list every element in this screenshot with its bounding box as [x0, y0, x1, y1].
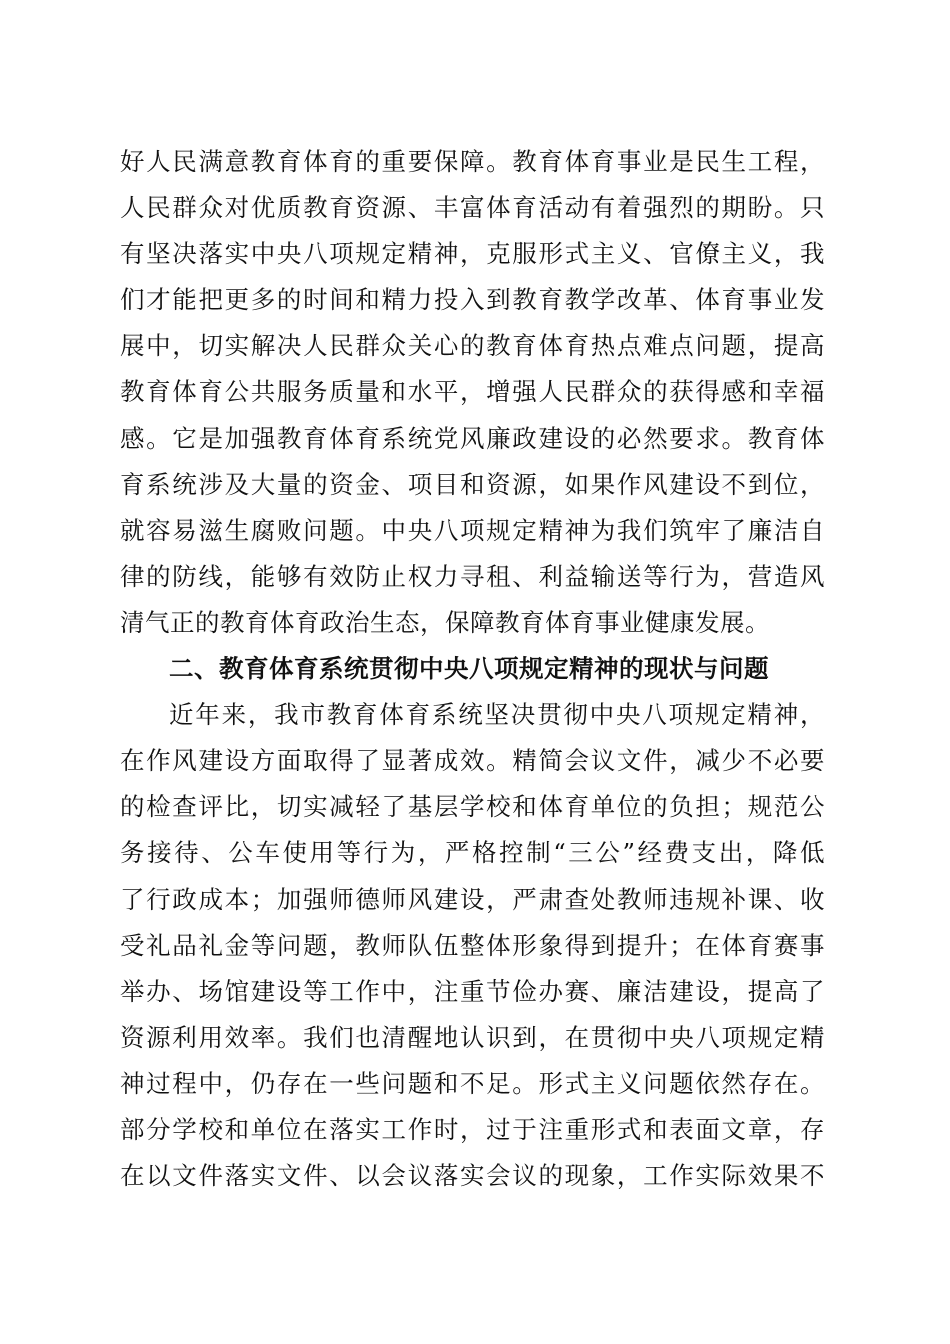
paragraph-line: 有坚决落实中央八项规定精神，克服形式主义、官僚主义，我	[120, 239, 825, 269]
paragraph-line: 感。它是加强教育体育系统党风廉政建设的必然要求。教育体	[120, 423, 825, 453]
paragraph-line: 的检查评比，切实减轻了基层学校和体育单位的负担；规范公	[120, 792, 825, 822]
paragraph-line: 受礼品礼金等问题，教师队伍整体形象得到提升；在体育赛事	[120, 930, 825, 960]
paragraph-line: 展中，切实解决人民群众关心的教育体育热点难点问题，提高	[120, 331, 825, 361]
paragraph-line: 人民群众对优质教育资源、丰富体育活动有着强烈的期盼。只	[120, 193, 825, 223]
paragraph-line: 好人民满意教育体育的重要保障。教育体育事业是民生工程，	[120, 147, 825, 176]
paragraph-line: 在以文件落实文件、以会议落实会议的现象，工作实际效果不	[120, 1161, 825, 1191]
paragraph-line: 在作风建设方面取得了显著成效。精简会议文件，减少不必要	[120, 746, 825, 776]
document-body	[120, 139, 825, 1199]
paragraph-line: 务接待、公车使用等行为，严格控制“三公”经费支出，降低	[120, 838, 825, 868]
paragraph-line: 律的防线，能够有效防止权力寻租、利益输送等行为，营造风	[120, 561, 825, 591]
paragraph-line: 了行政成本；加强师德师风建设，严肃查处教师违规补课、收	[120, 884, 825, 914]
paragraph-line: 育系统涉及大量的资金、项目和资源，如果作风建设不到位，	[120, 469, 825, 499]
paragraph-2	[120, 692, 825, 1199]
paragraph-line: 近年来，我市教育体育系统坚决贯彻中央八项规定精神，	[169, 700, 825, 730]
paragraph-line: 就容易滋生腐败问题。中央八项规定精神为我们筑牢了廉洁自	[120, 515, 825, 545]
paragraph-line: 教育体育公共服务质量和水平，增强人民群众的获得感和幸福	[120, 377, 825, 407]
paragraph-line: 资源利用效率。我们也清醒地认识到，在贯彻中央八项规定精	[120, 1022, 825, 1052]
section-heading: 二、教育体育系统贯彻中央八项规定精神的现状与问题	[169, 654, 769, 684]
paragraph-line: 们才能把更多的时间和精力投入到教育教学改革、体育事业发	[120, 285, 825, 315]
paragraph-line: 神过程中，仍存在一些问题和不足。形式主义问题依然存在。	[120, 1068, 825, 1098]
paragraph-1	[120, 139, 825, 646]
paragraph-line: 举办、场馆建设等工作中，注重节俭办赛、廉洁建设，提高了	[120, 976, 825, 1006]
paragraph-line: 部分学校和单位在落实工作时，过于注重形式和表面文章，存	[120, 1114, 825, 1144]
paragraph-line: 清气正的教育体育政治生态，保障教育体育事业健康发展。	[120, 607, 770, 637]
